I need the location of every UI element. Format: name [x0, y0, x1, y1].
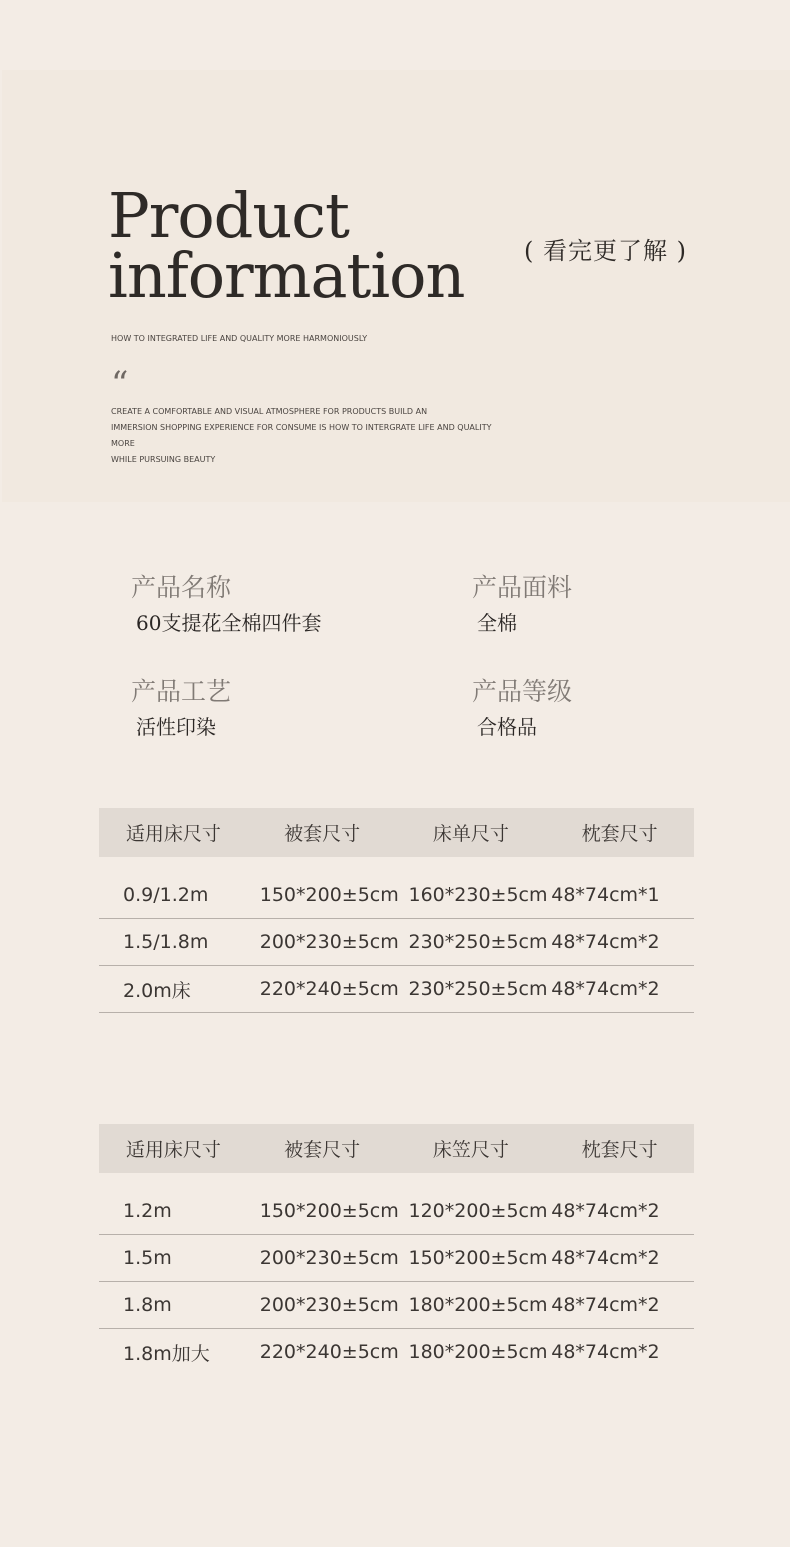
table-cell: 48*74cm*2: [551, 931, 660, 953]
table-cell: 200*230±5cm: [259, 1294, 399, 1316]
table-cell: 150*200±5cm: [259, 1200, 399, 1222]
table-cell: 120*200±5cm: [408, 1200, 548, 1222]
table-cell: 1.5m: [123, 1247, 172, 1269]
info-label: 产品面料: [472, 573, 573, 602]
table-cell: 160*230±5cm: [408, 884, 548, 906]
table-row: [99, 1235, 694, 1282]
header-cell: 枕套尺寸: [581, 1139, 658, 1161]
header-cell: 被套尺寸: [284, 823, 361, 845]
table-row: [99, 966, 694, 1013]
table-cell: 48*74cm*2: [551, 1294, 660, 1316]
description-line: IMMERSION SHOPPING EXPERIENCE FOR CONSUME IS HOW TO INTERGRATE LIFE AND QUALITY MORE: [111, 423, 492, 448]
table-cell: 48*74cm*2: [551, 1341, 660, 1363]
table-cell: 1.2m: [123, 1200, 172, 1222]
table-cell: 1.5/1.8m: [123, 931, 209, 953]
table-row: [99, 872, 694, 919]
info-label: 产品工艺: [131, 677, 232, 706]
info-product-name: [131, 572, 321, 636]
table-cell: 48*74cm*2: [551, 978, 660, 1000]
quote-mark-icon: “: [111, 364, 129, 404]
info-grade: [472, 676, 572, 740]
table-cell: 48*74cm*1: [551, 884, 660, 906]
table-cell: 200*230±5cm: [259, 931, 399, 953]
header-cell: 被套尺寸: [284, 1139, 361, 1161]
page-title: [108, 179, 465, 312]
table-cell: 2.0m床: [123, 979, 191, 1002]
info-label: 产品名称: [131, 573, 232, 602]
subtitle-cn: ( 看完更了解 ): [524, 237, 687, 265]
table-cell: 0.9/1.2m: [123, 884, 209, 906]
tagline: HOW TO INTEGRATED LIFE AND QUALITY MORE HARMONIOUSLY: [111, 334, 368, 343]
table-cell: 230*250±5cm: [408, 978, 548, 1000]
table-cell: 1.8m: [123, 1294, 172, 1316]
title-line-2: information: [108, 239, 465, 312]
table-row: [99, 1282, 694, 1329]
table-cell: 180*200±5cm: [408, 1341, 548, 1363]
title-line-1: Product: [108, 179, 349, 252]
table-cell: 150*200±5cm: [408, 1247, 548, 1269]
info-label: 产品等级: [472, 677, 573, 706]
info-fabric: [472, 572, 572, 636]
info-craft: [131, 676, 231, 740]
header-cell: 枕套尺寸: [581, 823, 658, 845]
table-cell: 48*74cm*2: [551, 1247, 660, 1269]
table-cell: 1.8m加大: [123, 1342, 210, 1365]
description-line: CREATE A COMFORTABLE AND VISUAL ATMOSPHERE FOR PRODUCTS BUILD AN: [111, 407, 428, 416]
table-header: [99, 1124, 694, 1173]
size-table-sheet: [99, 808, 694, 1013]
header-cell: 床单尺寸: [432, 823, 509, 845]
info-value: 活性印染: [136, 715, 216, 739]
size-table-fitted: [99, 1124, 694, 1375]
table-row: [99, 1329, 694, 1375]
table-header: [99, 808, 694, 857]
table-cell: 180*200±5cm: [408, 1294, 548, 1316]
info-value: 合格品: [477, 715, 537, 739]
table-cell: 48*74cm*2: [551, 1200, 660, 1222]
table-cell: 150*200±5cm: [259, 884, 399, 906]
table-cell: 220*240±5cm: [259, 1341, 399, 1363]
info-value: 60支提花全棉四件套: [136, 611, 322, 635]
header-cell: 适用床尺寸: [125, 1139, 221, 1161]
table-row: [99, 1188, 694, 1235]
header-cell: 适用床尺寸: [125, 823, 221, 845]
hero-description: [111, 404, 511, 468]
description-line: WHILE PURSUING BEAUTY: [111, 455, 216, 464]
table-cell: 200*230±5cm: [259, 1247, 399, 1269]
table-row: [99, 919, 694, 966]
info-value: 全棉: [477, 611, 517, 635]
table-cell: 220*240±5cm: [259, 978, 399, 1000]
header-cell: 床笠尺寸: [432, 1139, 509, 1161]
table-cell: 230*250±5cm: [408, 931, 548, 953]
